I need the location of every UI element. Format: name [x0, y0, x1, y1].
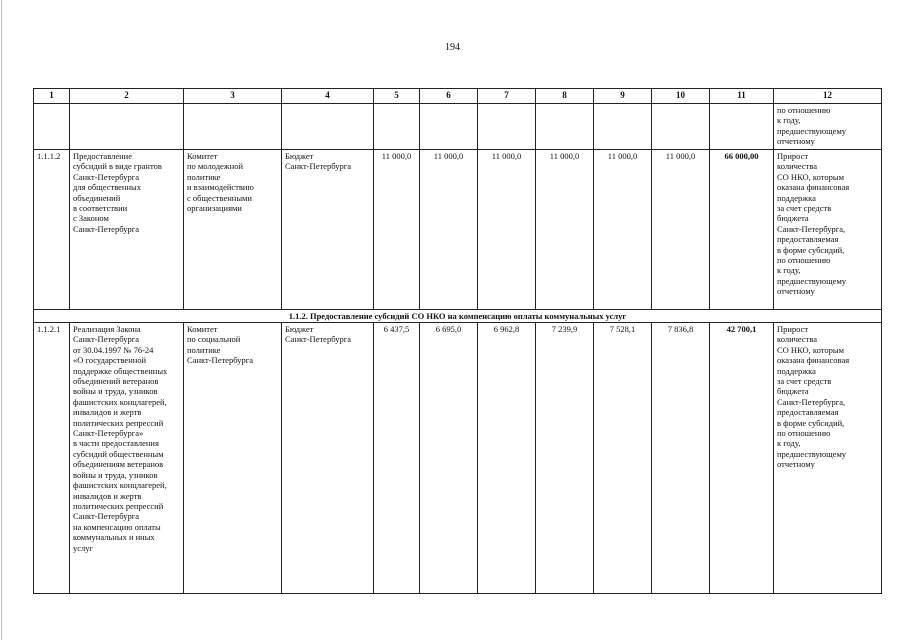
table-cell [652, 104, 710, 150]
table-cell [594, 104, 652, 150]
column-header: 6 [420, 89, 478, 104]
column-header: 12 [774, 89, 882, 104]
indicator-cell: Прирост количества СО НКО, которым оказана финансовая поддержка за счет средств бюджета Санкт-Петербурга, предоставляемая в форме субсидий, по отношению к году, предшествующему отчетному [774, 150, 882, 310]
table-cell [184, 104, 282, 150]
table-row [34, 323, 882, 594]
value-cell: 11 000,0 [652, 150, 710, 310]
row-code: 1.1.1.2 [34, 150, 70, 310]
page-left-edge [1, 0, 2, 640]
value-cell: 7 528,1 [594, 323, 652, 594]
total-cell: 42 700,1 [710, 323, 774, 594]
measure-name: Предоставление субсидий в виде грантов Санкт-Петербурга для общественных объединений в соответствии с Законом Санкт-Петербурга [70, 150, 184, 310]
funding-source: Бюджет Санкт-Петербурга [282, 150, 374, 310]
funding-source: Бюджет Санкт-Петербурга [282, 323, 374, 594]
column-header: 1 [34, 89, 70, 104]
indicator-cell: Прирост количества СО НКО, которым оказана финансовая поддержка за счет средств бюджета Санкт-Петербурга, предоставляемая в форме субсидий, по отношению к году, предшествующему отчетному [774, 323, 882, 594]
column-header: 10 [652, 89, 710, 104]
value-cell: 11 000,0 [478, 150, 536, 310]
table-cell [70, 104, 184, 150]
indicator-cell: по отношению к году, предшествующему отчетному [774, 104, 882, 150]
row-code: 1.1.2.1 [34, 323, 70, 594]
table-cell [34, 104, 70, 150]
measure-name: Реализация Закона Санкт-Петербурга от 30.04.1997 № 76-24 «О государственной поддержке общественных объединений ветеранов войны и труда, узников фашистских концлагерей, инвалидов и жертв политических репрессий Санкт-Петербурга» в части предоставления субсидий общественным объединениям ветеранов войны и труда, узников фашистских концлагерей, инвалидов и жертв политических репрессий Санкт-Петербурга на компенсацию оплаты коммунальных и иных услуг [70, 323, 184, 594]
table-row [34, 150, 882, 310]
table-cell [374, 104, 420, 150]
table-cell [420, 104, 478, 150]
column-header: 11 [710, 89, 774, 104]
value-cell: 11 000,0 [420, 150, 478, 310]
column-header: 7 [478, 89, 536, 104]
value-cell: 6 437,5 [374, 323, 420, 594]
table-cell [710, 104, 774, 150]
executor: Комитет по молодежной политике и взаимодействию с общественными организациями [184, 150, 282, 310]
column-header: 4 [282, 89, 374, 104]
value-cell: 6 695,0 [420, 323, 478, 594]
value-cell: 7 239,9 [536, 323, 594, 594]
table-cell [282, 104, 374, 150]
value-cell: 11 000,0 [594, 150, 652, 310]
total-cell: 66 000,00 [710, 150, 774, 310]
column-header: 2 [70, 89, 184, 104]
executor: Комитет по социальной политике Санкт-Петербурга [184, 323, 282, 594]
section-row [34, 310, 882, 323]
table-header-row [34, 89, 882, 104]
column-header: 9 [594, 89, 652, 104]
value-cell: 11 000,0 [374, 150, 420, 310]
value-cell: 7 836,8 [652, 323, 710, 594]
table-cell [536, 104, 594, 150]
program-table [33, 88, 882, 594]
value-cell: 6 962,8 [478, 323, 536, 594]
column-header: 8 [536, 89, 594, 104]
continued-row [34, 104, 882, 150]
column-header: 3 [184, 89, 282, 104]
value-cell: 11 000,0 [536, 150, 594, 310]
table-cell [478, 104, 536, 150]
section-title: 1.1.2. Предоставление субсидий СО НКО на компенсацию оплаты коммунальных услуг [34, 310, 882, 323]
page-number: 194 [445, 42, 460, 53]
column-header: 5 [374, 89, 420, 104]
